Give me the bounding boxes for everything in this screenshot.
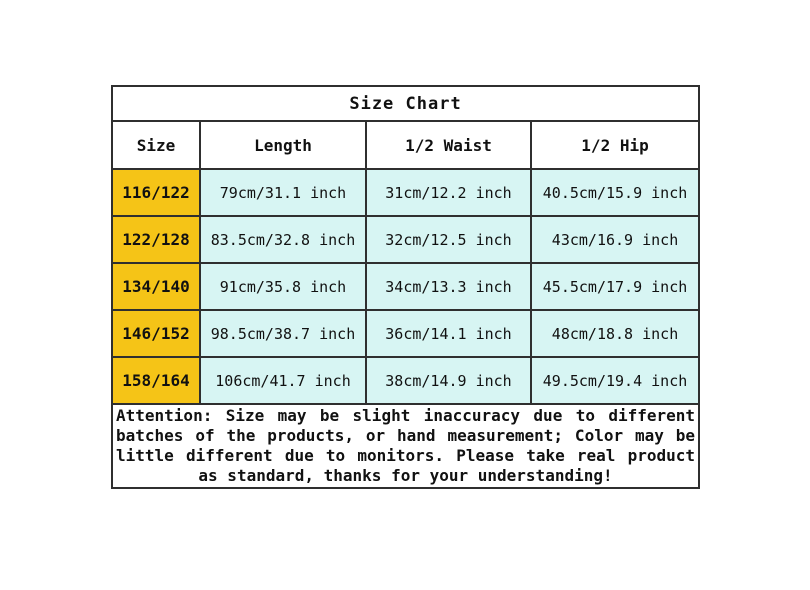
header-row [112, 121, 699, 169]
waist-cell: 36cm/14.1 inch [366, 310, 531, 357]
table-row [112, 357, 699, 404]
length-cell: 106cm/41.7 inch [200, 357, 366, 404]
attention-note-line: batches of the products, or hand measurement; Color may be [116, 426, 696, 445]
attention-note-line: as standard, thanks for your understanding! [198, 466, 613, 485]
attention-note-line: Attention: Size may be slight inaccuracy due to different [116, 406, 696, 425]
table-row [112, 263, 699, 310]
hip-cell: 45.5cm/17.9 inch [531, 263, 699, 310]
size-cell: 116/122 [112, 169, 200, 216]
size-cell: 134/140 [112, 263, 200, 310]
waist-cell: 32cm/12.5 inch [366, 216, 531, 263]
column-header-length: Length [200, 121, 366, 169]
hip-cell: 48cm/18.8 inch [531, 310, 699, 357]
attention-row [112, 404, 699, 488]
column-header-waist: 1/2 Waist [366, 121, 531, 169]
size-cell: 146/152 [112, 310, 200, 357]
hip-cell: 43cm/16.9 inch [531, 216, 699, 263]
size-cell: 122/128 [112, 216, 200, 263]
length-cell: 91cm/35.8 inch [200, 263, 366, 310]
size-chart-table [111, 85, 700, 489]
waist-cell: 38cm/14.9 inch [366, 357, 531, 404]
table-row [112, 216, 699, 263]
waist-cell: 31cm/12.2 inch [366, 169, 531, 216]
hip-cell: 40.5cm/15.9 inch [531, 169, 699, 216]
length-cell: 83.5cm/32.8 inch [200, 216, 366, 263]
column-header-hip: 1/2 Hip [531, 121, 699, 169]
size-cell: 158/164 [112, 357, 200, 404]
table-row [112, 310, 699, 357]
attention-note [112, 404, 699, 488]
hip-cell: 49.5cm/19.4 inch [531, 357, 699, 404]
chart-title: Size Chart [112, 86, 699, 121]
table-row [112, 169, 699, 216]
column-header-size: Size [112, 121, 200, 169]
length-cell: 98.5cm/38.7 inch [200, 310, 366, 357]
title-row [112, 86, 699, 121]
waist-cell: 34cm/13.3 inch [366, 263, 531, 310]
length-cell: 79cm/31.1 inch [200, 169, 366, 216]
attention-note-line: little different due to monitors. Please take real product [116, 446, 696, 465]
